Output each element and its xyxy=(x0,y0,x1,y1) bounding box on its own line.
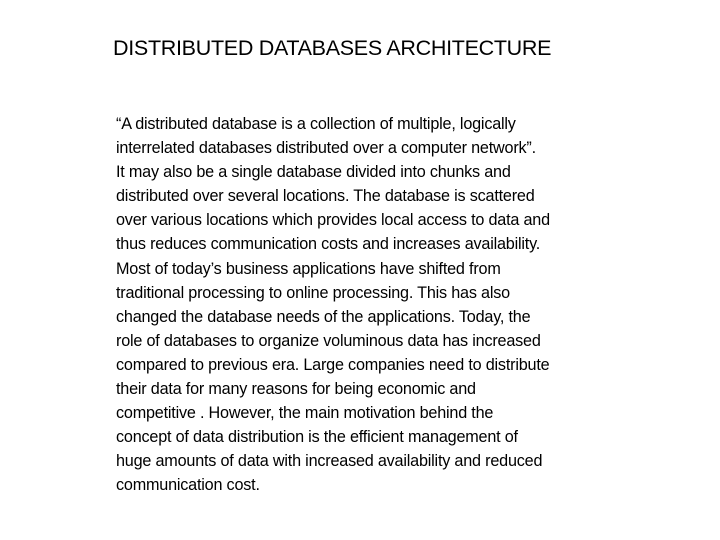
body-line: compared to previous era. Large companies need to distribute xyxy=(116,355,550,374)
slide-title: DISTRIBUTED DATABASES ARCHITECTURE xyxy=(113,36,552,60)
body-line: “A distributed database is a collection of multiple, logically xyxy=(116,115,516,133)
body-line: their data for many reasons for being economic and xyxy=(116,380,476,399)
body-line: distributed over several locations. The database is scattered xyxy=(116,187,535,206)
body-line: changed the database needs of the applications. Today, the xyxy=(116,307,531,326)
body-line: over various locations which provides local access to data and xyxy=(116,211,550,230)
body-text xyxy=(116,112,636,498)
body-line: competitive . However, the main motivation behind the xyxy=(116,404,494,423)
body-line: communication cost. xyxy=(116,476,260,495)
body-line: interrelated databases distributed over a computer network”. xyxy=(116,139,536,158)
body-line: It may also be a single database divided into chunks and xyxy=(116,163,511,182)
body-line: thus reduces communication costs and increases availability. xyxy=(116,235,541,254)
body-line: traditional processing to online processing. This has also xyxy=(116,283,510,302)
body-line: huge amounts of data with increased availability and reduced xyxy=(116,452,543,471)
body-line: role of databases to organize voluminous data has increased xyxy=(116,331,541,350)
body-line: concept of data distribution is the efficient management of xyxy=(116,428,518,447)
body-line: Most of today’s business applications have shifted from xyxy=(116,259,501,278)
